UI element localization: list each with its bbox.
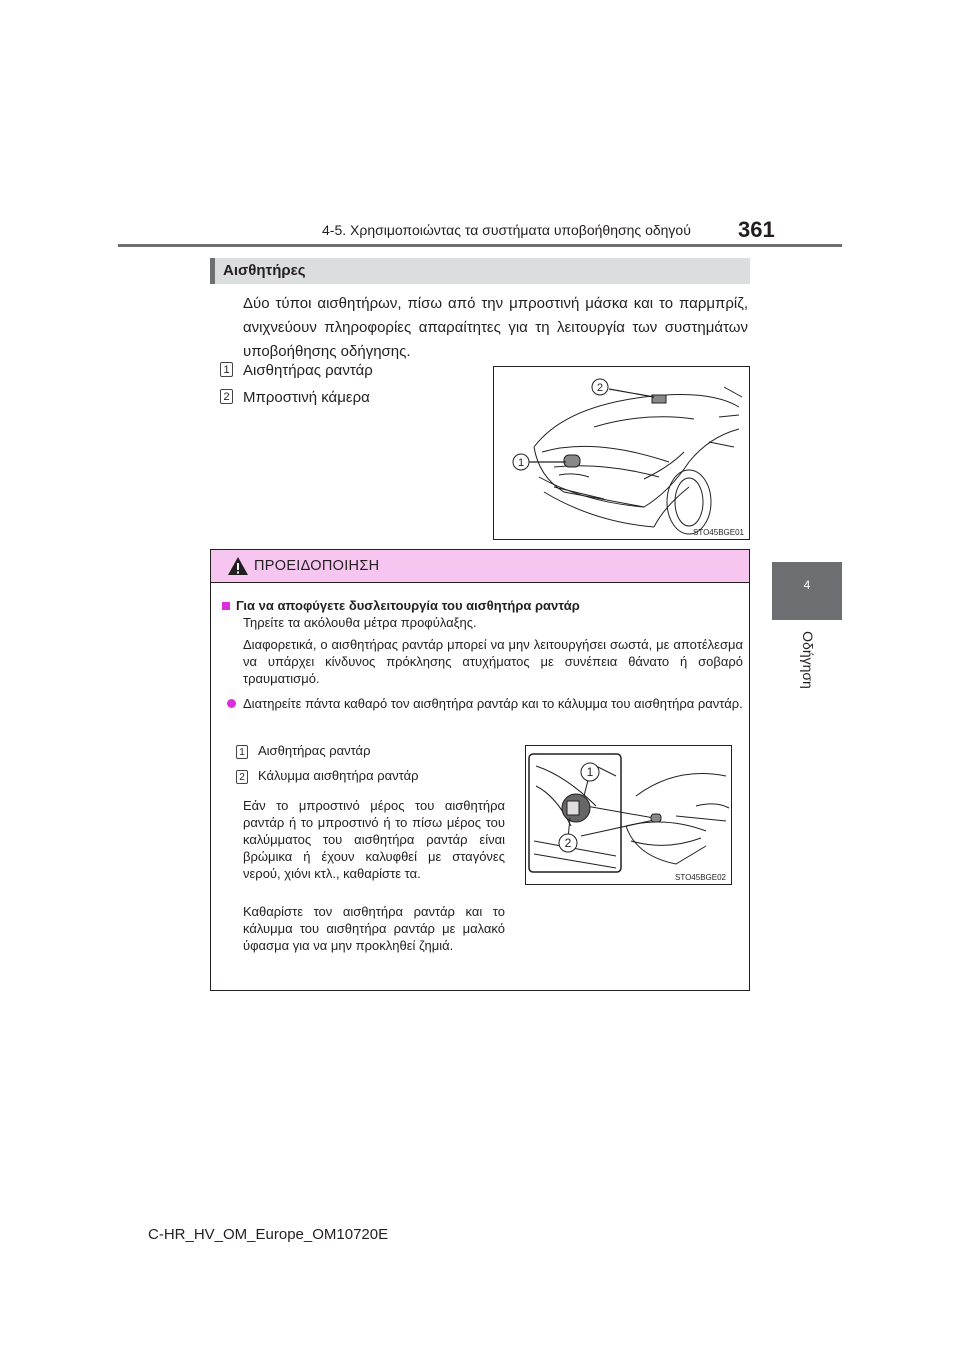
- warning-paragraph: Καθαρίστε τον αισθητήρα ραντάρ και το κάλυμμα του αισθητήρα ραντάρ με μαλακό ύφασμα για να μην προκληθεί ζημιά.: [243, 904, 505, 953]
- section-intro: Δύο τύποι αισθητήρων, πίσω από την μπροστινή μάσκα και το παρμπρίζ, ανιχνεύουν πληροφορίες απαραίτητες για τη λειτουργία των συστημάτων υποβοήθησης οδήγησης.: [243, 295, 748, 360]
- svg-text:2: 2: [596, 382, 604, 394]
- legend-item-2: [220, 389, 370, 406]
- warning-legend-item-1: [236, 743, 370, 759]
- section-heading-stripe: [210, 258, 215, 284]
- chapter-number: 4: [803, 578, 811, 592]
- pink-bullet-icon: [227, 699, 236, 708]
- warning-triangle-icon: [227, 556, 249, 576]
- running-header-title: 4-5. Χρησιμοποιώντας τα συστήματα υποβοήθησης οδηγού: [322, 222, 691, 238]
- warning-bullet-text: Διατηρείτε πάντα καθαρό τον αισθητήρα ραντάρ και το κάλυμμα του αισθητήρα ραντάρ.: [243, 696, 743, 711]
- warning-paragraph: Τηρείτε τα ακόλουθα μέτρα προφύλαξης.: [243, 615, 477, 630]
- header-rule: [118, 244, 842, 247]
- warning-legend-item-2: [236, 768, 418, 784]
- legend-label: Κάλυμμα αισθητήρα ραντάρ: [258, 768, 419, 783]
- legend-label: Αισθητήρας ραντάρ: [258, 743, 371, 758]
- warning-heading: ΠΡΟΕΙΔΟΠΟΙΗΣΗ: [254, 558, 380, 574]
- warning-header: [211, 550, 749, 583]
- legend-label: Αισθητήρας ραντάρ: [243, 362, 373, 379]
- figure-code: STO45BGE02: [675, 873, 726, 882]
- chapter-label: Οδήγηση: [800, 631, 816, 689]
- figure-code: STO45BGE01: [693, 528, 744, 537]
- warning-bullet: [227, 695, 745, 712]
- page-number: 361: [738, 217, 775, 242]
- callout-number-icon: 2: [220, 389, 233, 404]
- pink-square-icon: [222, 602, 230, 610]
- section-title: Αισθητήρες: [223, 262, 306, 279]
- car-front-drawing: [494, 367, 749, 539]
- legend-label: Μπροστινή κάμερα: [243, 389, 370, 406]
- section-heading: [210, 258, 750, 284]
- warning-paragraph: Διαφορετικά, ο αισθητήρας ραντάρ μπορεί να μην λειτουργήσει σωστά, με αποτέλεσμα να υπάρχει κίνδυνος πρόκλησης ατυχήματος με συνέπεια θάνατο ή σοβαρό τραυματισμό.: [243, 637, 743, 686]
- footer-document-code: C-HR_HV_OM_Europe_OM10720E: [148, 1226, 389, 1243]
- car-sensors-illustration: [493, 366, 750, 540]
- legend-item-1: [220, 362, 373, 379]
- callout-number-icon: 1: [236, 745, 248, 759]
- callout-number-icon: 2: [236, 770, 248, 784]
- radar-detail-drawing: [526, 746, 731, 884]
- callout-number-icon: 1: [220, 362, 233, 377]
- svg-text:1: 1: [586, 765, 594, 779]
- radar-sensor-illustration: [525, 745, 732, 885]
- warning-subheading: [222, 598, 580, 613]
- warning-subheading-text: Για να αποφύγετε δυσλειτουργία του αισθητήρα ραντάρ: [236, 598, 580, 613]
- svg-text:2: 2: [564, 836, 572, 850]
- warning-paragraph: Εάν το μπροστινό μέρος του αισθητήρα ραντάρ ή το μπροστινό ή το πίσω μέρος του καλύμματος του αισθητήρα ραντάρ είναι βρώμικα ή έχουν καλυφθεί με σταγόνες νερού, χιόνι κτλ., καθαρίστε τα.: [243, 798, 505, 881]
- svg-text:1: 1: [517, 457, 525, 469]
